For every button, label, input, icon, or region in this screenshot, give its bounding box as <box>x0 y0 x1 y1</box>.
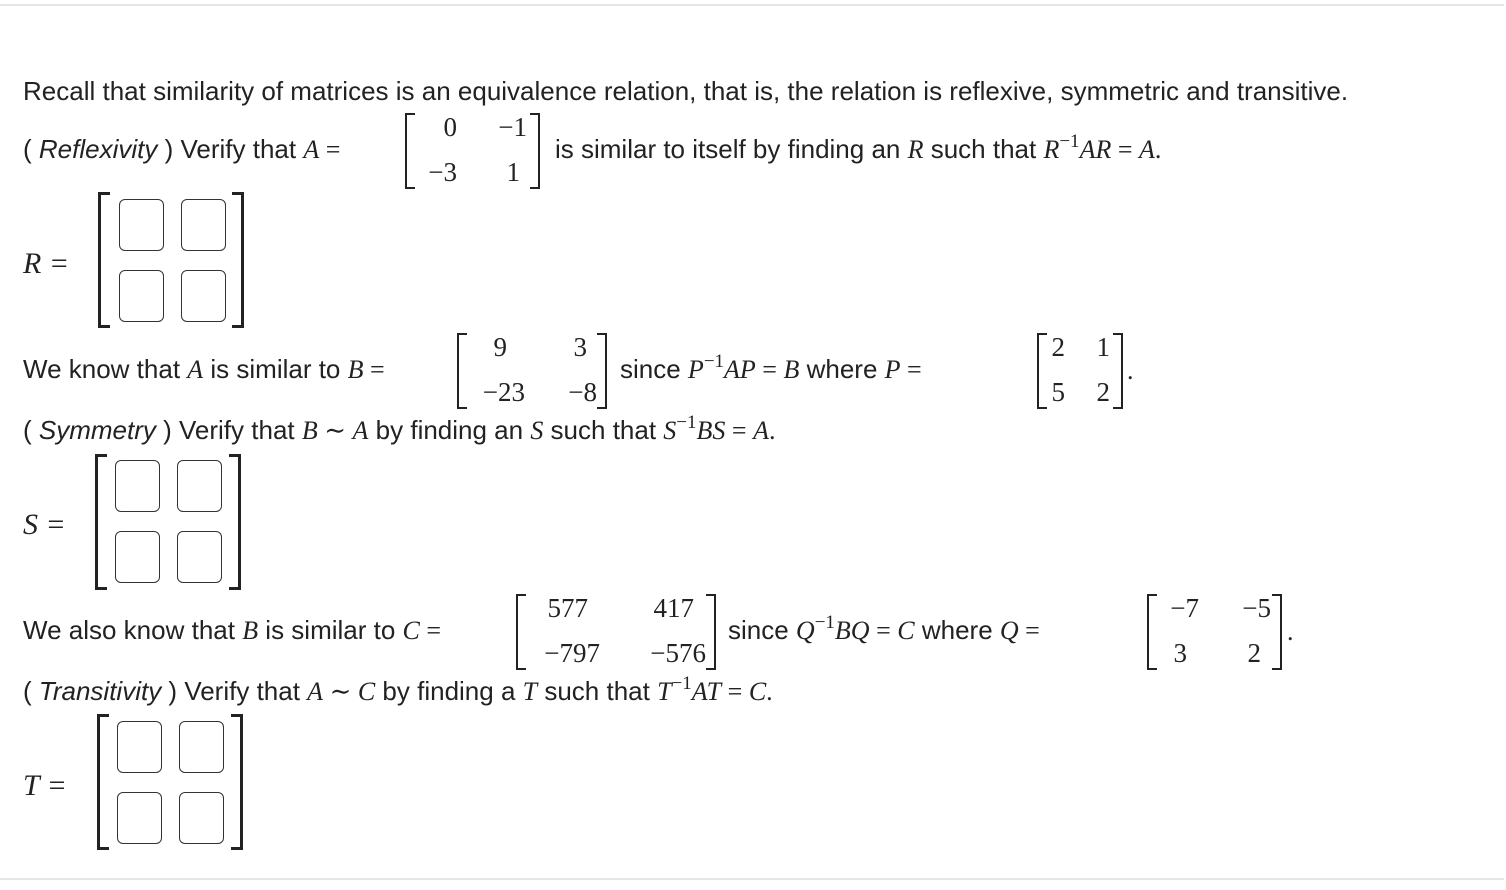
intro-text: Recall that similarity of matrices is an equivalence relation, that is, the relation is reflexive, symmetric and transitive. <box>23 76 1349 106</box>
S-input-r2c1[interactable] <box>115 531 160 583</box>
matrix-C-cell: 417 <box>653 593 694 623</box>
matrix-B-cell: 3 <box>573 332 587 362</box>
matrix-Q-cell: −7 <box>1170 593 1199 623</box>
reflexivity-label: Reflexivity <box>38 134 158 164</box>
matrix-Q-cell: −5 <box>1242 593 1271 623</box>
S-input-r2c2[interactable] <box>177 531 222 583</box>
matrix-A-cell: 1 <box>506 157 520 187</box>
matrix-P-cell: 2 <box>1051 332 1065 362</box>
S-label: S = <box>23 508 66 541</box>
matrix-B-cell: 9 <box>493 332 507 362</box>
reflexivity-prompt-left: ( Reflexivity ) Verify that A = <box>23 134 341 164</box>
T-input-r1c1[interactable] <box>117 721 162 773</box>
matrix-A-cell: 0 <box>443 112 457 142</box>
R-label: R = <box>23 247 70 280</box>
matrix-A-cell: −1 <box>498 112 527 142</box>
matrix-C-cell: −576 <box>650 638 706 668</box>
S-input-r1c2[interactable] <box>177 460 222 512</box>
R-input-r2c2[interactable] <box>181 270 226 322</box>
symmetry-label: Symmetry <box>38 415 156 445</box>
transitivity-given-left: We also know that B is similar to C = <box>23 615 442 645</box>
symmetry-given-middle: since $P^{-1}AP = B$ where P = <box>620 351 922 384</box>
matrix-P-cell: 1 <box>1096 332 1110 362</box>
T-input-r1c2[interactable] <box>179 721 224 773</box>
symmetry-prompt: ( Symmetry ) Verify that B ∼ A by finding an S such that $S^{-1}BS = A$. <box>23 412 776 445</box>
period: . <box>1287 617 1294 646</box>
matrix-C-cell: −797 <box>544 638 600 668</box>
period: . <box>1127 356 1134 385</box>
matrix-P-cell: 5 <box>1051 377 1065 407</box>
R-input-r1c2[interactable] <box>181 199 226 251</box>
matrix-B-cell: −23 <box>482 377 525 407</box>
matrix-Q-cell: 2 <box>1247 638 1261 668</box>
transitivity-prompt: ( Transitivity ) Verify that A ∼ C by finding a T such that $T^{-1}AT = C$. <box>23 673 773 706</box>
matrix-Q-cell: 3 <box>1173 638 1187 668</box>
matrix-C-cell: 577 <box>547 593 588 623</box>
R-input-r2c1[interactable] <box>119 270 164 322</box>
T-input-r2c1[interactable] <box>117 792 162 844</box>
T-label: T = <box>23 769 67 802</box>
matrix-B-cell: −8 <box>568 377 597 407</box>
transitivity-given-middle: since $Q^{-1}BQ = C$ where Q = <box>728 612 1040 645</box>
reflexivity-prompt-right: is similar to itself by finding an R such that $R^{-1}AR = A$. <box>555 131 1162 164</box>
S-input-r1c1[interactable] <box>115 460 160 512</box>
R-input-r1c1[interactable] <box>119 199 164 251</box>
matrix-P-cell: 2 <box>1096 377 1110 407</box>
T-input-r2c2[interactable] <box>179 792 224 844</box>
matrix-A-cell: −3 <box>428 157 457 187</box>
transitivity-label: Transitivity <box>38 676 162 706</box>
symmetry-given-left: We know that A is similar to B = <box>23 354 385 384</box>
